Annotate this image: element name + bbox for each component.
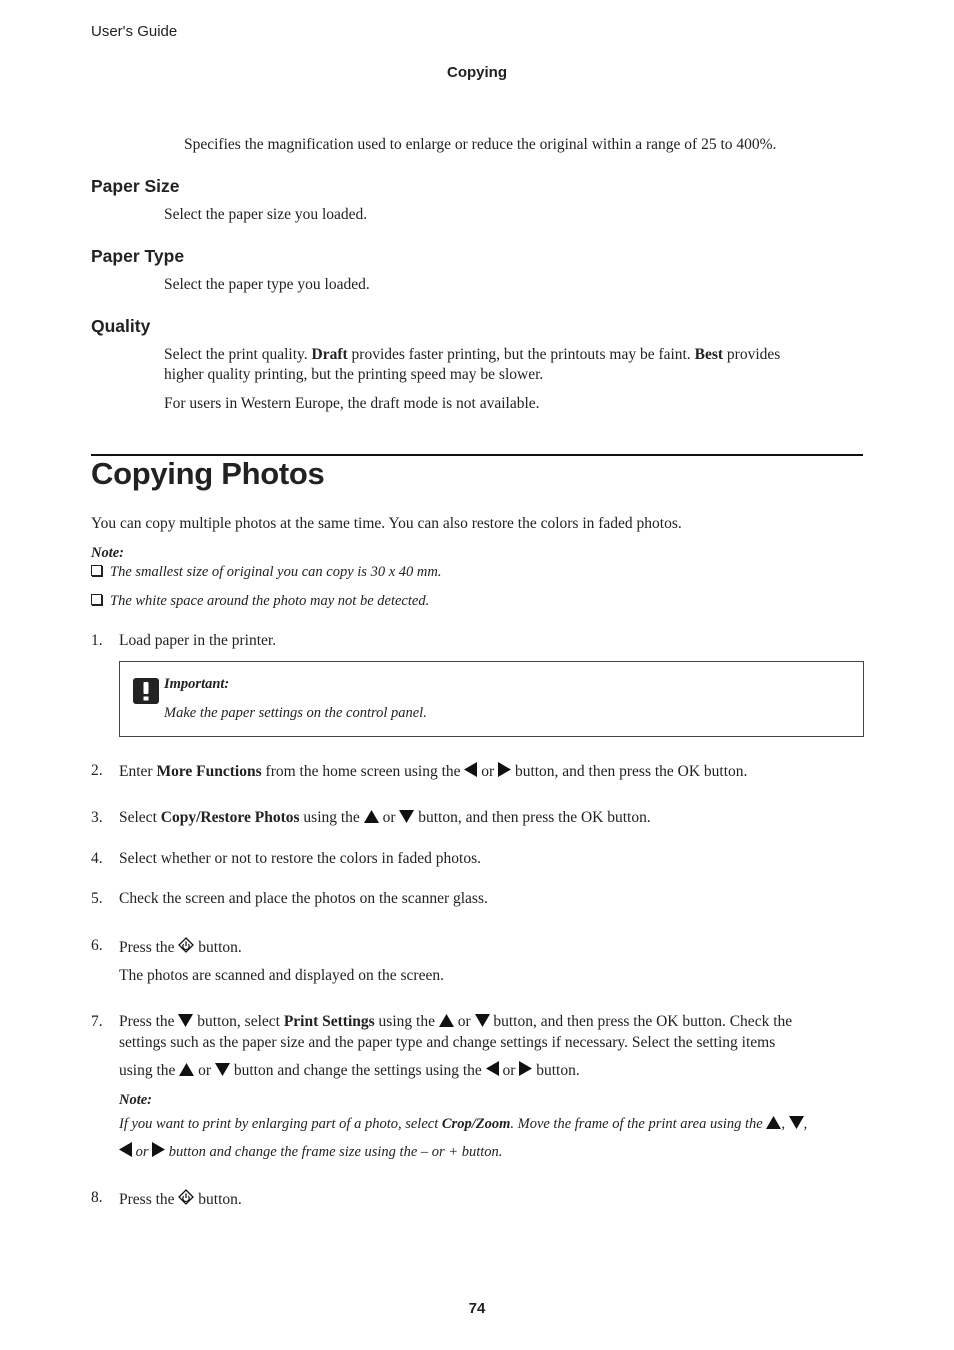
left-arrow-icon	[464, 762, 477, 777]
step-6-text: Press the button.	[119, 939, 242, 956]
section-header: Copying	[447, 64, 507, 81]
right-arrow-icon	[498, 762, 511, 777]
up-arrow-icon	[179, 1063, 194, 1076]
start-button-icon	[178, 937, 194, 953]
step-number: 1.	[91, 632, 103, 649]
paper-type-heading: Paper Type	[91, 246, 185, 266]
quality-heading: Quality	[91, 316, 151, 336]
left-arrow-icon	[119, 1142, 132, 1157]
quality-text-line2: higher quality printing, but the printing speed may be slower.	[164, 366, 544, 383]
step-2-text: Enter More Functions from the home screen using the or button, and then press the OK button.	[119, 763, 748, 780]
step-7-note-label: Note:	[119, 1092, 153, 1108]
up-arrow-icon	[364, 810, 379, 823]
section-intro: You can copy multiple photos at the same time. You can also restore the colors in faded photos.	[91, 515, 682, 532]
right-arrow-icon	[519, 1061, 532, 1076]
guide-title: User's Guide	[91, 23, 178, 40]
step-number: 2.	[91, 762, 103, 779]
step-number: 6.	[91, 937, 103, 954]
down-arrow-icon	[215, 1063, 230, 1076]
step-number: 4.	[91, 850, 103, 867]
right-arrow-icon	[152, 1142, 165, 1157]
important-label: Important:	[164, 676, 230, 692]
important-box	[119, 661, 864, 737]
step-3-text: Select Copy/Restore Photos using the or button, and then press the OK button.	[119, 809, 651, 826]
step-1-text: Load paper in the printer.	[119, 632, 277, 649]
down-arrow-icon	[178, 1014, 193, 1027]
step-number: 5.	[91, 890, 103, 907]
start-button-icon	[178, 1189, 194, 1205]
step-7-note-line1: If you want to print by enlarging part of a photo, select Crop/Zoom. Move the frame of the print area using the , ,	[119, 1116, 808, 1132]
step-4-text: Select whether or not to restore the colors in faded photos.	[119, 850, 481, 867]
step-7-line1: Press the button, select Print Settings using the or button, and then press the OK button. Check the	[119, 1013, 793, 1030]
step-number: 8.	[91, 1189, 103, 1206]
step-5-text: Check the screen and place the photos on the scanner glass.	[119, 890, 488, 907]
down-arrow-icon	[399, 810, 414, 823]
step-number: 7.	[91, 1013, 103, 1030]
step-8-text: Press the button.	[119, 1191, 242, 1208]
warning-icon	[133, 678, 159, 704]
up-arrow-icon	[766, 1116, 781, 1129]
step-7-line2: settings such as the paper size and the paper type and change settings if necessary. Select the setting items	[119, 1034, 776, 1051]
quality-text-line3: For users in Western Europe, the draft mode is not available.	[164, 395, 540, 412]
page-number: 74	[468, 1300, 486, 1317]
section-title: Copying Photos	[91, 456, 325, 491]
paper-size-heading: Paper Size	[91, 176, 180, 196]
step-7-note-line2: or button and change the frame size using the – or + button.	[119, 1142, 502, 1161]
intro-text: Specifies the magnification used to enlarge or reduce the original within a range of 25 to 400%.	[184, 136, 777, 153]
up-arrow-icon	[439, 1014, 454, 1027]
note-label: Note:	[91, 545, 125, 561]
step-7-line3: using the or button and change the settings using the or button.	[119, 1062, 580, 1079]
paper-size-text: Select the paper size you loaded.	[164, 206, 368, 223]
note-item: The white space around the photo may not be detected.	[91, 593, 429, 610]
step-6-subtext: The photos are scanned and displayed on the screen.	[119, 967, 444, 984]
note-item: The smallest size of original you can copy is 30 x 40 mm.	[91, 564, 441, 581]
paper-type-text: Select the paper type you loaded.	[164, 276, 370, 293]
important-text: Make the paper settings on the control panel.	[164, 705, 427, 721]
left-arrow-icon	[486, 1061, 499, 1076]
down-arrow-icon	[475, 1014, 490, 1027]
quality-text-line1: Select the print quality. Draft provides faster printing, but the printouts may be faint. Best provides	[164, 346, 781, 363]
checkbox-bullet-icon	[91, 594, 102, 605]
step-number: 3.	[91, 809, 103, 826]
checkbox-bullet-icon	[91, 565, 102, 576]
down-arrow-icon	[789, 1116, 804, 1129]
